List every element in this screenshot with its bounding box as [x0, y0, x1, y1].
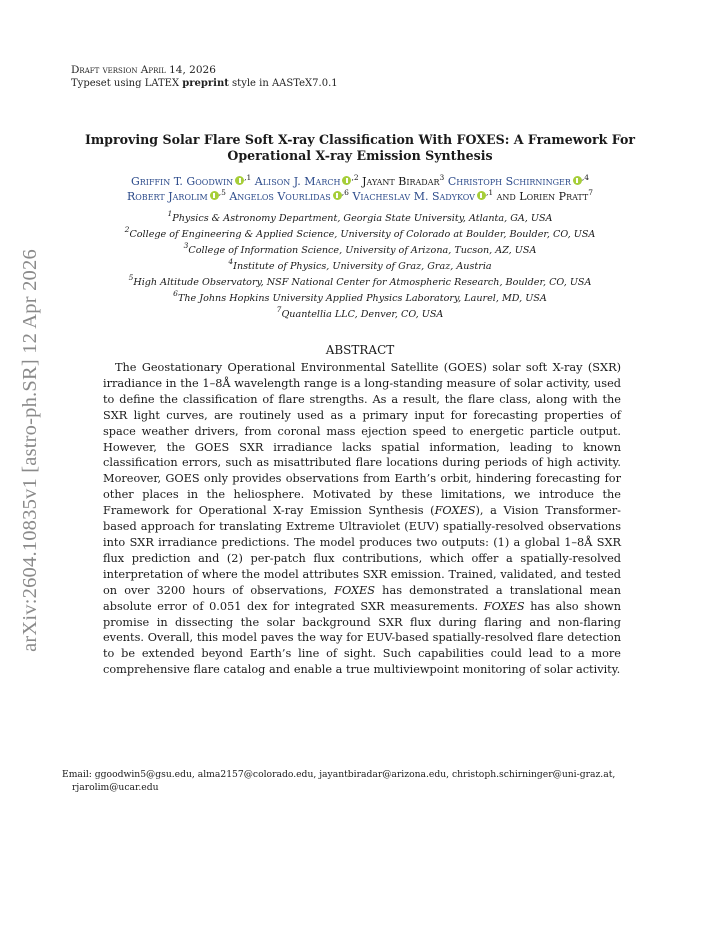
- affiliation-number: 2: [124, 225, 130, 234]
- arxiv-sidebar-stamp: [10, 230, 50, 670]
- affiliation-text: Institute of Physics, University of Graz, Graz, Austria: [233, 261, 492, 272]
- affiliation-number: 1: [167, 209, 173, 218]
- affiliation-line: [70, 275, 650, 291]
- author-name: Jayant Biradar: [362, 175, 440, 188]
- author-affil-number: 3: [439, 173, 445, 182]
- affiliation-text: Physics & Astronomy Department, Georgia State University, Atlanta, GA, USA: [172, 213, 553, 224]
- author-name[interactable]: Viacheslav M. Sadykov: [352, 190, 475, 203]
- author-affil-number: ,4: [581, 173, 590, 182]
- orcid-icon[interactable]: [235, 176, 244, 185]
- affiliation-line: [70, 227, 650, 243]
- affiliation-text: Quantellia LLC, Denver, CO, USA: [281, 309, 444, 320]
- author-affil-number: ,2: [351, 173, 359, 182]
- email-line-1: Email: ggoodwin5@gsu.edu, alma2157@colorado.edu, jayantbiradar@arizona.edu, christoph.schirninger@uni-graz.at,: [62, 769, 616, 780]
- and-word: and: [493, 190, 520, 203]
- author-name[interactable]: Griffin T. Goodwin: [130, 175, 234, 188]
- abstract-part-3: has demonstrated a translational mean absolute error of 0.051 dex for integrated SXR measurements.: [103, 583, 621, 613]
- author-affil-number: 7: [588, 188, 594, 197]
- orcid-icon[interactable]: [573, 176, 582, 185]
- orcid-icon[interactable]: [477, 191, 486, 200]
- affiliation-line: [70, 291, 650, 307]
- affiliation-number: 7: [276, 305, 282, 314]
- author-name: Lorien Pratt: [519, 190, 589, 203]
- affiliation-line: [70, 243, 650, 259]
- abstract-body: [103, 360, 621, 678]
- abstract-heading: ABSTRACT: [325, 343, 395, 357]
- typeset-prefix: Typeset using: [71, 78, 145, 89]
- preprint-word: preprint: [182, 78, 229, 89]
- author-name[interactable]: Angelos Vourlidas: [229, 190, 331, 203]
- affiliation-text: High Altitude Observatory, NSF National Center for Atmospheric Research, Boulder, CO, USA: [133, 277, 592, 288]
- affiliation-number: 6: [173, 289, 178, 298]
- abstract-foxes-1: FOXES: [434, 504, 476, 518]
- affiliation-line: [70, 211, 650, 227]
- abstract-part-1: The Geostationary Operational Environmental Satellite (GOES) solar soft X-ray (SXR) irradiance in the 1–8Å wavelength range is a long-standing measure of solar activity, used to define the classification of flare strengths. As a result, the flare class, along with the SXR light curves, are routinely used as a primary input for forecasting properties of space weather drivers, from coronal mass ejection speed to energetic particle output. However, the GOES SXR irradiance lacks spatial information, leading to known classification errors, such as misattributed flare locations during periods of high activity. Moreover, GOES only provides observations from Earth’s orbit, hindering forecasting for other places in the heliosphere. Motivated by these limitations, we introduce the Framework for Operational X-ray Emission Synthesis (: [103, 361, 621, 518]
- draft-version: Draft version April 14, 2026: [71, 64, 216, 76]
- typeset-suffix: style in AASTeX7.0.1: [228, 78, 338, 89]
- abstract-part-2: ), a Vision Transformer-based approach for translating Extreme Ultraviolet (EUV) spatially-resolved observations into SXR irradiance predictions. The model produces two outputs: (1) a global 1–8Å SXR flux prediction and (2) per-patch flux contributions, which offer a spatially-resolved interpretation of where the model attributes SXR emission. Trained, validated, and tested on over 3200 hours of observations,: [103, 504, 621, 597]
- orcid-icon[interactable]: [333, 191, 342, 200]
- affiliation-text: College of Engineering & Applied Science, University of Colorado at Boulder, Boulder, CO, USA: [129, 229, 596, 240]
- page-header: [71, 64, 338, 90]
- affiliation-number: 3: [183, 241, 189, 250]
- affiliation-line: [70, 307, 650, 323]
- orcid-icon[interactable]: [342, 176, 351, 185]
- author-list: [58, 174, 662, 204]
- author-affil-number: ,6: [341, 188, 349, 197]
- affiliation-number: 4: [228, 257, 234, 266]
- affiliation-list: [70, 211, 650, 323]
- author-name[interactable]: Christoph Schirninger: [447, 175, 571, 188]
- author-affil-number: ,5: [218, 188, 226, 197]
- arxiv-identifier: arXiv:2604.10835v1 [astro-ph.SR] 12 Apr 2026: [18, 248, 41, 652]
- orcid-icon[interactable]: [210, 191, 219, 200]
- email-line-2: rjarolim@ucar.edu: [72, 782, 159, 793]
- latex-word: LATEX: [144, 78, 180, 89]
- affiliation-text: College of Information Science, University of Arizona, Tucson, AZ, USA: [188, 245, 537, 256]
- title-line-1: Improving Solar Flare Soft X-ray Classification With FOXES: A Framework For: [84, 132, 636, 147]
- title-line-2: Operational X-ray Emission Synthesis: [227, 148, 493, 163]
- abstract-foxes-2: FOXES: [334, 583, 376, 597]
- author-affil-number: ,1: [485, 188, 494, 197]
- email-footnote: [62, 768, 672, 794]
- typeset-line: [71, 77, 338, 90]
- affiliation-text: The Johns Hopkins University Applied Physics Laboratory, Laurel, MD, USA: [177, 293, 547, 304]
- affiliation-line: [70, 259, 650, 275]
- author-name[interactable]: Alison J. March: [254, 175, 341, 188]
- paper-title: [70, 132, 650, 164]
- abstract-foxes-3: FOXES: [483, 599, 525, 613]
- abstract-part-4: has also shown promise in dissecting the solar background SXR flux during flaring and non-flaring events. Overall, this model paves the way for EUV-based spatially-resolved flare detection to be extended beyond Earth’s line of sight. Such capabilities could lead to a more comprehensive flare catalog and enable a true multiviewpoint monitoring of solar activity.: [103, 599, 621, 677]
- author-affil-number: ,1: [244, 173, 252, 182]
- author-name[interactable]: Robert Jarolim: [126, 190, 208, 203]
- affiliation-number: 5: [128, 273, 134, 282]
